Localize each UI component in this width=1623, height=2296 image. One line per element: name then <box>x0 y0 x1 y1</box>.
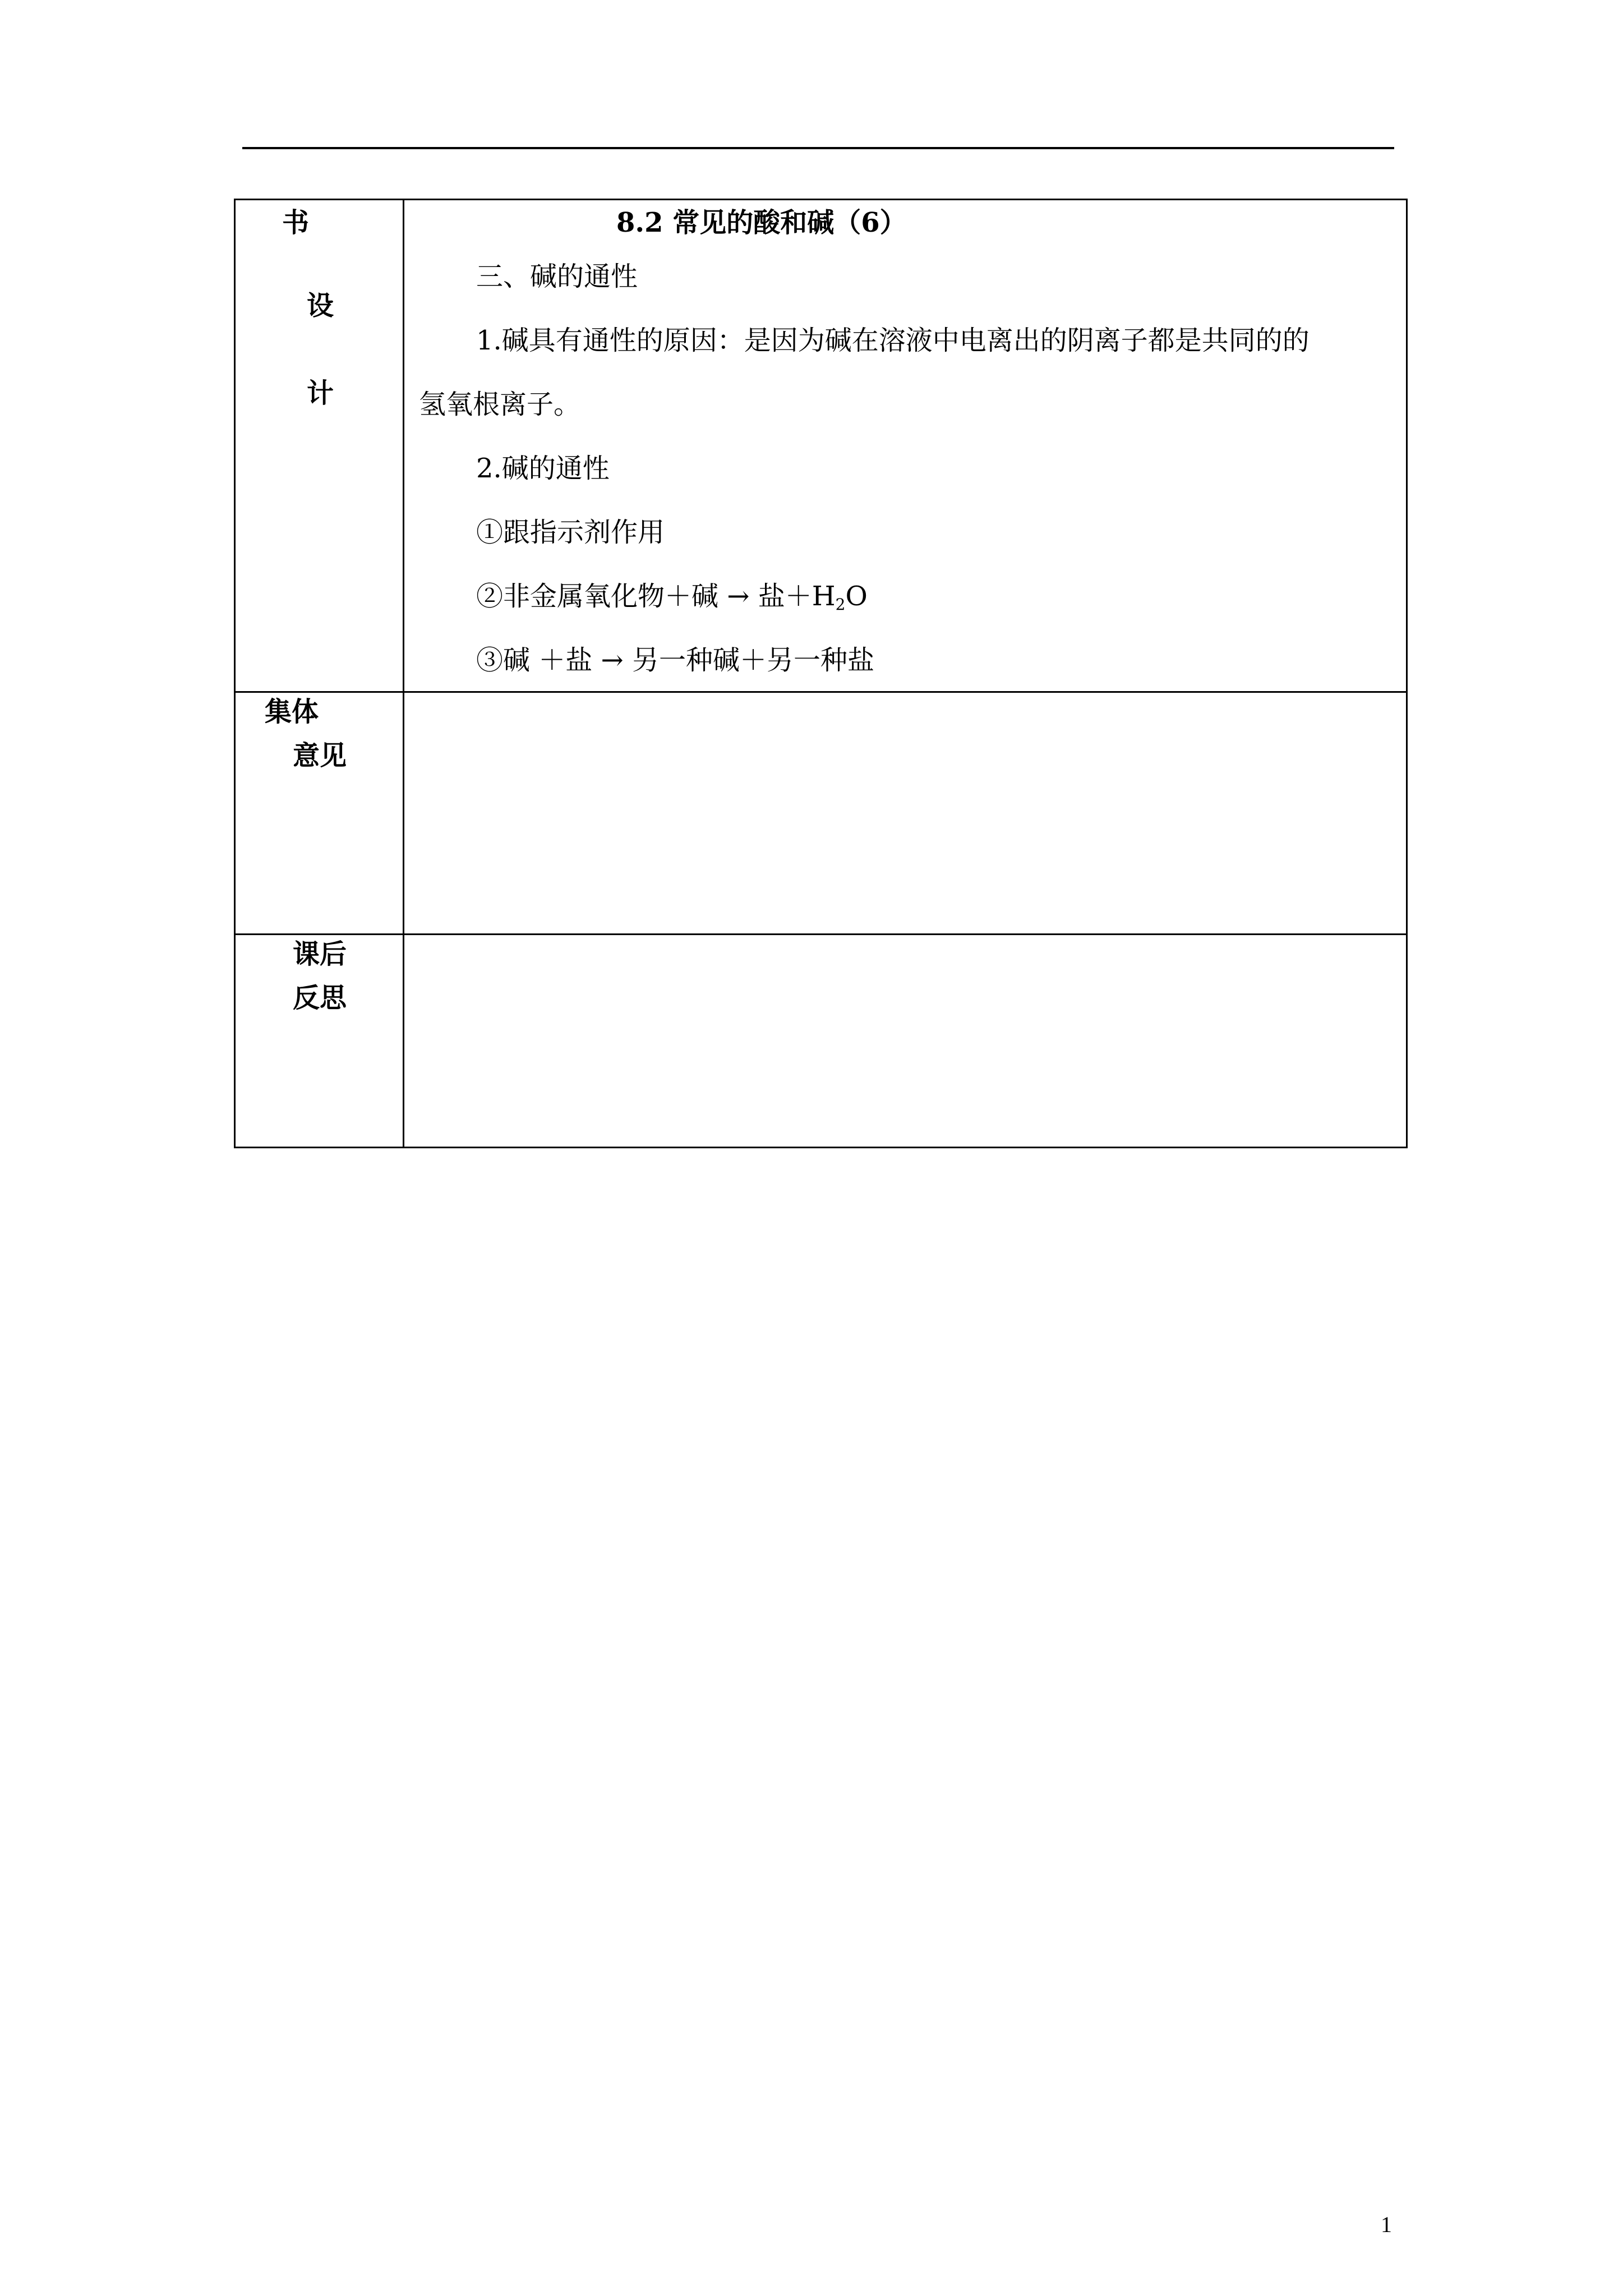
reflection-label-line-1: 课后 <box>293 938 347 970</box>
arrow-icon: → <box>727 581 750 612</box>
item-3 <box>476 647 874 674</box>
item-2-products-end: O <box>845 581 868 612</box>
collective-opinion-label-cell <box>235 692 404 935</box>
item-2-products: 盐＋H <box>749 581 836 612</box>
item-2 <box>476 583 868 613</box>
board-design-row <box>235 200 1407 692</box>
board-design-content-cell <box>404 200 1407 692</box>
board-design-label-char-3: 计 <box>307 378 334 409</box>
board-design-label-char-1: 书 <box>282 207 310 238</box>
lesson-plan-table <box>234 199 1408 1148</box>
point-2: 2.碱的通性 <box>476 453 610 484</box>
item-3-reactants: ③碱 ＋盐 <box>476 645 601 676</box>
reflection-label-line-2: 反思 <box>293 982 347 1014</box>
item-1: ①跟指示剂作用 <box>476 517 665 548</box>
board-design-label-char-2: 设 <box>307 290 334 321</box>
section-title: 8.2 常见的酸和碱（6） <box>616 207 907 238</box>
collective-opinion-label-line-2: 意见 <box>293 740 347 771</box>
item-3-products: 另一种碱＋另一种盐 <box>623 645 875 676</box>
section-heading: 三、碱的通性 <box>476 261 638 292</box>
collective-opinion-label-line-1: 集体 <box>265 696 319 728</box>
point-1-line-1: 1.碱具有通性的原因：是因为碱在溶液中电离出的阴离子都是共同的的 <box>476 325 1310 356</box>
item-2-subscript: 2 <box>835 595 846 614</box>
board-design-label-cell <box>235 200 404 692</box>
point-1-line-2: 氢氧根离子。 <box>419 389 581 420</box>
reflection-content-cell <box>404 935 1407 1148</box>
reflection-label-cell <box>235 935 404 1148</box>
header-rule <box>242 147 1394 149</box>
collective-opinion-row <box>235 692 1407 935</box>
reflection-row <box>235 935 1407 1148</box>
item-2-reactants: ②非金属氧化物＋碱 <box>476 581 727 612</box>
arrow-icon: → <box>601 645 624 676</box>
page-number: 1 <box>1381 2212 1392 2237</box>
collective-opinion-content-cell <box>404 692 1407 935</box>
